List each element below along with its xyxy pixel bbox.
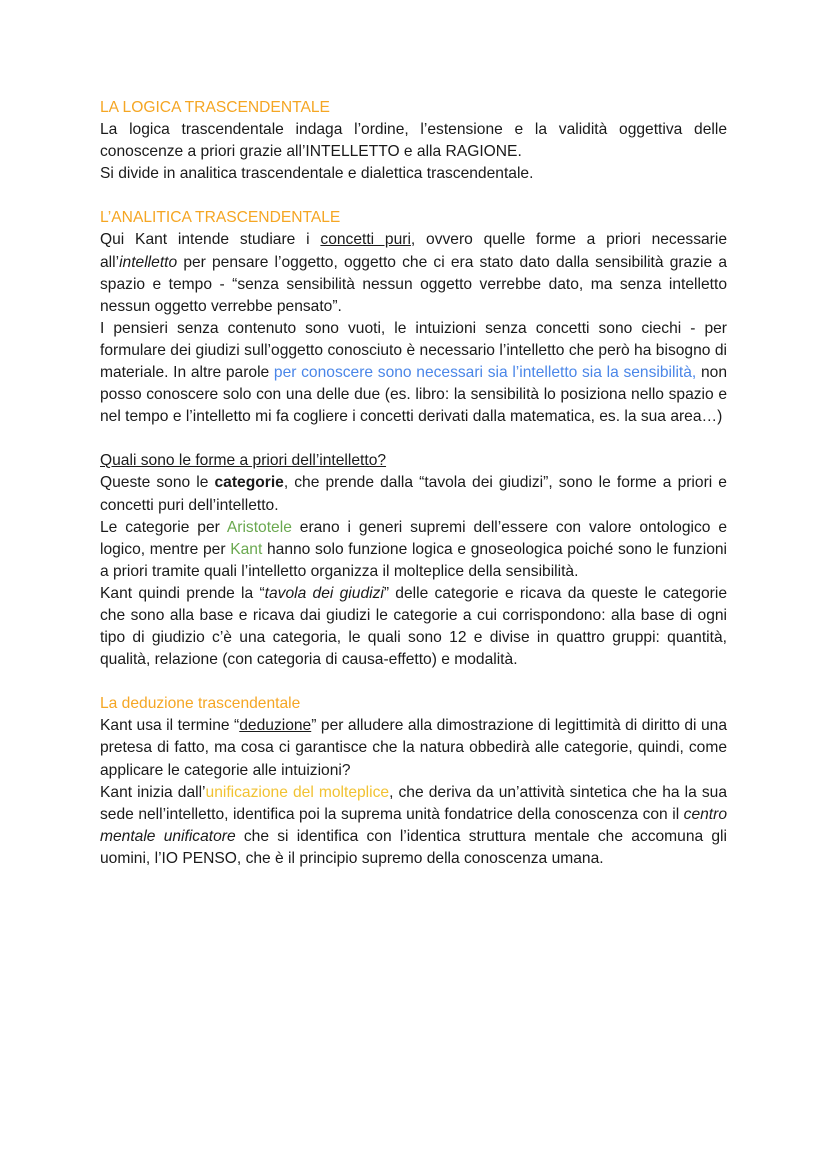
- paragraph-analitica-2: I pensieri senza contenuto sono vuoti, le intuizioni senza concetti sono ciechi - per formulare dei giudizi sull’oggetto conosciuto è necessario l’intelletto che però ha bisogno di materiale. In altre parole per conoscere sono necessari sia l’intelletto sia la sensibilità, non posso conoscere solo con una delle due (es. libro: la sensibilità lo posiziona nello spazio e nel tempo e l’intelletto mi fa cogliere i concetti derivati dalla matematica, es. la sua area…): [100, 319, 727, 426]
- paragraph-forme-1: Queste sono le categorie, che prende dalla “tavola dei giudizi”, sono le forme a priori e concetti puri dell’intelletto.: [100, 474, 727, 514]
- underlined-term-concetti-puri: concetti puri: [320, 231, 411, 249]
- italic-term-tavola: tavola dei giudizi: [264, 584, 384, 602]
- bold-term-categorie: categorie: [214, 474, 284, 492]
- section-heading-logica: LA LOGICA TRASCENDENTALE: [100, 99, 330, 116]
- question-heading: Quali sono le forme a priori dell’intelletto?: [100, 452, 387, 470]
- document-page: [100, 97, 727, 870]
- paragraph-forme-3: Kant quindi prende la “tavola dei giudizi” delle categorie e ricava da queste le categorie che sono alla base e ricava dai giudizi le categorie a cui corrispondono: alla base di ogni tipo di giudizio c’è una categoria, le quali sono 12 e divise in quattro gruppi: quantità, qualità, relazione (con categoria di causa-effetto) e modalità.: [100, 584, 728, 669]
- paragraph-forme-2: Le categorie per Aristotele erano i generi supremi dell’essere con valore ontologico e logico, mentre per Kant hanno solo funzione logica e gnoseologica poiché sono le funzioni a priori tramite quali l’intelletto organizza il molteplice della sensibilità.: [100, 518, 728, 580]
- highlighted-text-blue: per conoscere sono necessari sia l’intelletto sia la sensibilità,: [273, 364, 697, 382]
- underlined-term-deduzione: deduzione: [239, 717, 312, 735]
- paragraph-deduzione-1: Kant usa il termine “deduzione” per alludere alla dimostrazione di legittimità di diritto di una pretesa di fatto, ma cosa ci garantisce che la natura obbedirà alle categorie, quindi, come applicare le categorie alle intuizioni?: [100, 717, 727, 779]
- highlighted-name-kant: Kant: [230, 540, 263, 558]
- paragraph-deduzione-2: Kant inizia dall’unificazione del molteplice, che deriva da un’attività sintetica che ha la sua sede nell’intelletto, identifica poi la suprema unità fondatrice della conoscenza con il centro mentale unificatore che si identifica con l’identica struttura mentale che accomuna gli uomini, l’IO PENSO, che è il principio supremo della conoscenza umana.: [100, 783, 727, 867]
- section-heading-deduzione: La deduzione trascendentale: [100, 695, 301, 713]
- highlighted-text-gold: unificazione del molteplice: [205, 783, 390, 801]
- highlighted-name-aristotele: Aristotele: [226, 518, 292, 536]
- italic-term-centro: centro mentale unificatore: [100, 805, 727, 845]
- section-heading-analitica: L’ANALITICA TRASCENDENTALE: [100, 209, 341, 227]
- paragraph-analitica-1: Qui Kant intende studiare i concetti puri, ovvero quelle forme a priori necessarie all’intelletto per pensare l’oggetto, oggetto che ci era stato dato dalla sensibilità grazie a spazio e tempo - “senza sensibilità nessun oggetto verrebbe dato, ma senza intelletto nessun oggetto verrebbe pensato”.: [100, 231, 728, 315]
- paragraph-logica-1: La logica trascendentale indaga l’ordine, l’estensione e la validità oggettiva delle conoscenze a priori grazie all’INTELLETTO e alla RAGIONE.: [100, 121, 727, 161]
- italic-term-intelletto: intelletto: [119, 253, 178, 271]
- paragraph-logica-2: Si divide in analitica trascendentale e dialettica trascendentale.: [100, 165, 534, 183]
